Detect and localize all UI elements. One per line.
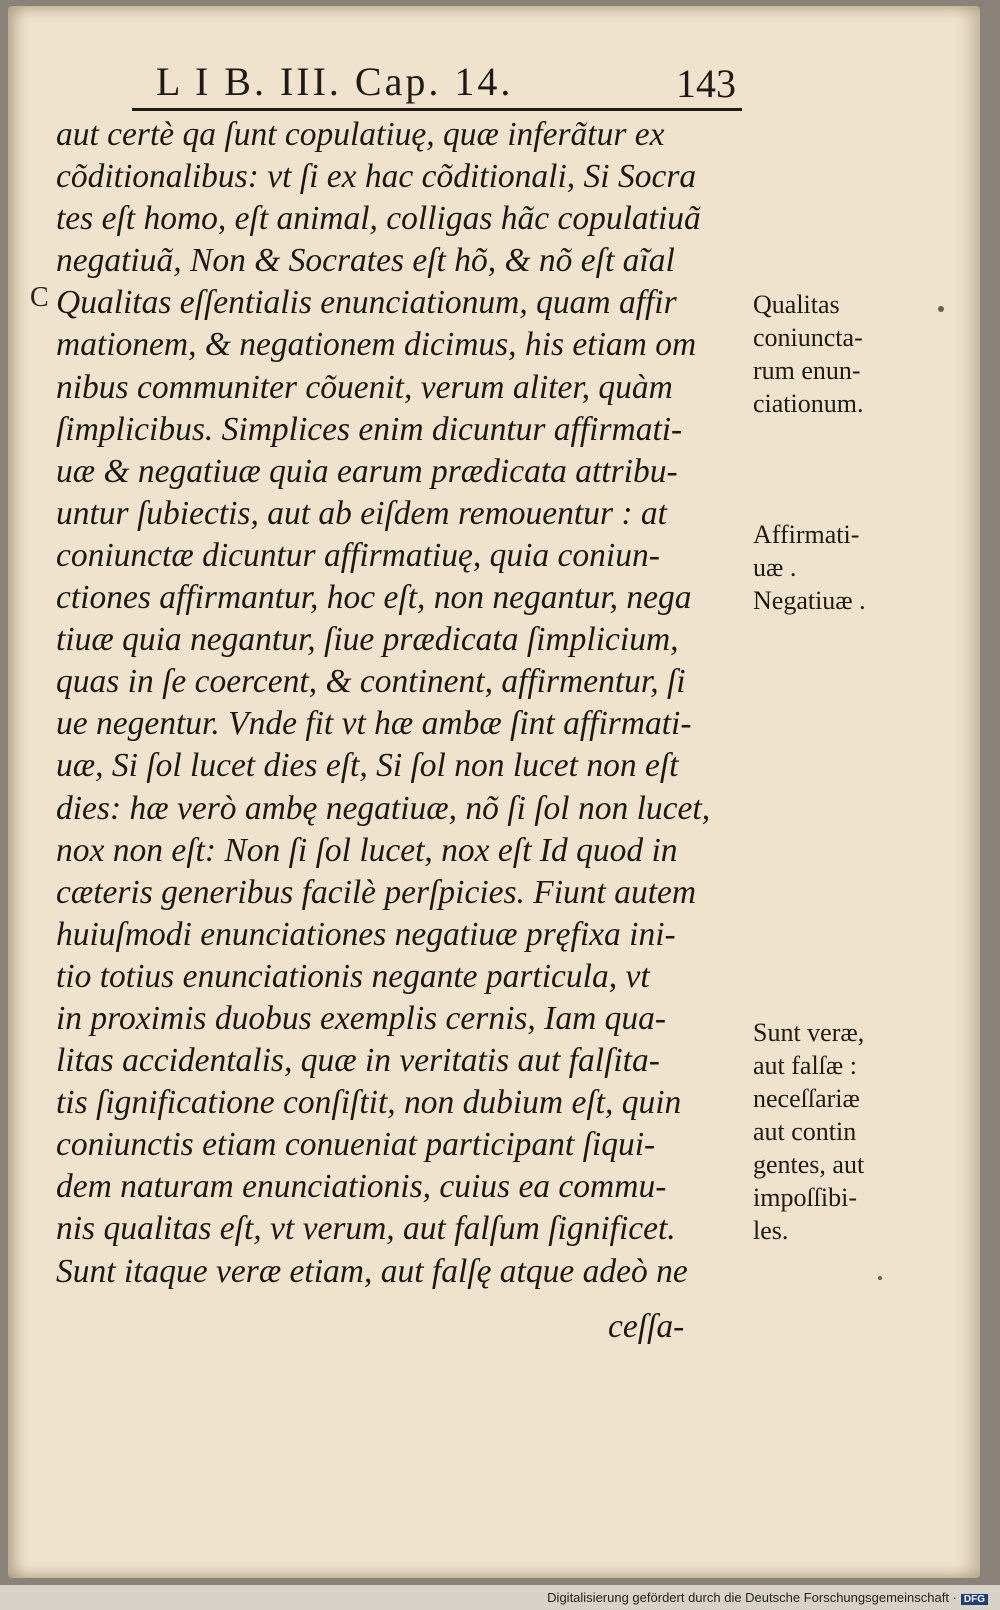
gloss-line: ciationum. bbox=[753, 389, 864, 418]
catchword: ceſſa- bbox=[608, 1308, 685, 1345]
text-line: coniunctæ dicuntur affirmatiuę, quia coniun- bbox=[56, 536, 660, 574]
text-line: untur ſubiectis, aut ab eiſdem remouentur : at bbox=[56, 494, 667, 532]
gloss-line: Affirmati- bbox=[753, 520, 860, 549]
text-line: nox non eſt: Non ſi ſol lucet, nox eſt Id quod in bbox=[56, 831, 678, 869]
text-line: Sunt itaque veræ etiam, aut falſę atque adeò ne bbox=[56, 1252, 688, 1290]
gloss-line: gentes, aut bbox=[753, 1150, 865, 1179]
text-line: coniunctis etiam conueniat participant ſiqui- bbox=[56, 1126, 656, 1164]
marginal-gloss-qualitas bbox=[753, 288, 913, 420]
paper-speck bbox=[938, 306, 944, 312]
text-line: ue negentur. Vnde fit vt hæ ambæ ſint affirmati- bbox=[56, 705, 692, 743]
text-line: huiuſmodi enunciationes negatiuæ pręfixa ini- bbox=[56, 915, 676, 953]
text-line: ſimplicibus. Simplices enim dicuntur affirmati- bbox=[56, 410, 683, 448]
text-line: nis qualitas eſt, vt verum, aut falſum ſignificet. bbox=[56, 1210, 676, 1248]
gloss-line: neceſſariæ bbox=[753, 1084, 860, 1113]
text-line: cæteris generibus facilè perſpicies. Fiunt autem bbox=[56, 873, 697, 911]
marginal-gloss-sunt-verae bbox=[753, 1016, 913, 1247]
gloss-line: Sunt veræ, bbox=[753, 1018, 865, 1047]
text-line: uæ, Si ſol lucet dies eſt, Si ſol non lucet non eſt bbox=[56, 747, 679, 785]
text-line: tes eſt homo, eſt animal, colligas hãc copulatiuã bbox=[56, 200, 701, 238]
text-line: tis ſignificatione conſiſtit, non dubium eſt, quin bbox=[56, 1084, 682, 1122]
dfg-logo: DFG bbox=[961, 1594, 988, 1605]
text-line: dem naturam enunciationis, cuius ea commu- bbox=[56, 1168, 667, 1206]
gloss-line: les. bbox=[753, 1216, 789, 1245]
text-line: litas accidentalis, quæ in veritatis aut falſita- bbox=[56, 1042, 660, 1080]
gloss-line: Negatiuæ . bbox=[753, 586, 866, 615]
text-line: tiuæ quia negantur, ſiue prædicata ſimplicium, bbox=[56, 621, 679, 659]
page-number: 143 bbox=[676, 61, 736, 106]
running-title: L I B. III. Cap. 14. bbox=[156, 59, 514, 104]
text-line: ctiones affirmantur, hoc eſt, non negantur, nega bbox=[56, 579, 692, 617]
margin-section-letter: C bbox=[30, 282, 49, 313]
credit-text: Digitalisierung gefördert durch die Deutsche Forschungsgemeinschaft · bbox=[547, 1590, 957, 1605]
text-line: quas in ſe coercent, & continent, affirmentur, ſi bbox=[56, 663, 686, 701]
gloss-line: impoſſibi- bbox=[753, 1183, 857, 1212]
header-rule bbox=[132, 108, 742, 111]
page-header bbox=[128, 52, 748, 112]
text-line: tio totius enunciationis negante particula, vt bbox=[56, 957, 650, 995]
text-line: nibus communiter cõuenit, verum aliter, quàm bbox=[56, 368, 673, 406]
text-line: in proximis duobus exemplis cernis, Iam qua- bbox=[56, 999, 667, 1037]
text-line: uæ & negatiuæ quia earum prædicata attribu- bbox=[56, 452, 678, 490]
text-line: mationem, & negationem dicimus, his etiam om bbox=[56, 326, 697, 364]
gloss-line: Qualitas bbox=[753, 290, 840, 319]
main-text-block bbox=[56, 114, 756, 1293]
text-line: Qualitas eſſentialis enunciationum, quam affir bbox=[56, 284, 677, 322]
marginal-gloss-affirmatiuae bbox=[753, 518, 913, 617]
gloss-line: uæ . bbox=[753, 553, 797, 582]
gloss-line: coniuncta- bbox=[753, 323, 863, 352]
digitization-credit bbox=[547, 1590, 988, 1605]
text-line: aut certè qa ſunt copulatiuę, quæ inferãtur ex bbox=[56, 116, 665, 153]
gloss-line: aut falſæ : bbox=[753, 1051, 857, 1080]
paper-speck bbox=[878, 1276, 882, 1280]
text-line: cõditionalibus: vt ſi ex hac cõditionali, Si Socra bbox=[56, 158, 697, 196]
book-page bbox=[8, 6, 980, 1578]
text-line: dies: hæ verò ambę negatiuæ, nõ ſi ſol non lucet, bbox=[56, 789, 711, 827]
text-line: negatiuã, Non & Socrates eſt hõ, & nõ eſt aĩal bbox=[56, 242, 675, 280]
gloss-line: aut contin bbox=[753, 1117, 857, 1146]
gloss-line: rum enun- bbox=[753, 356, 861, 385]
